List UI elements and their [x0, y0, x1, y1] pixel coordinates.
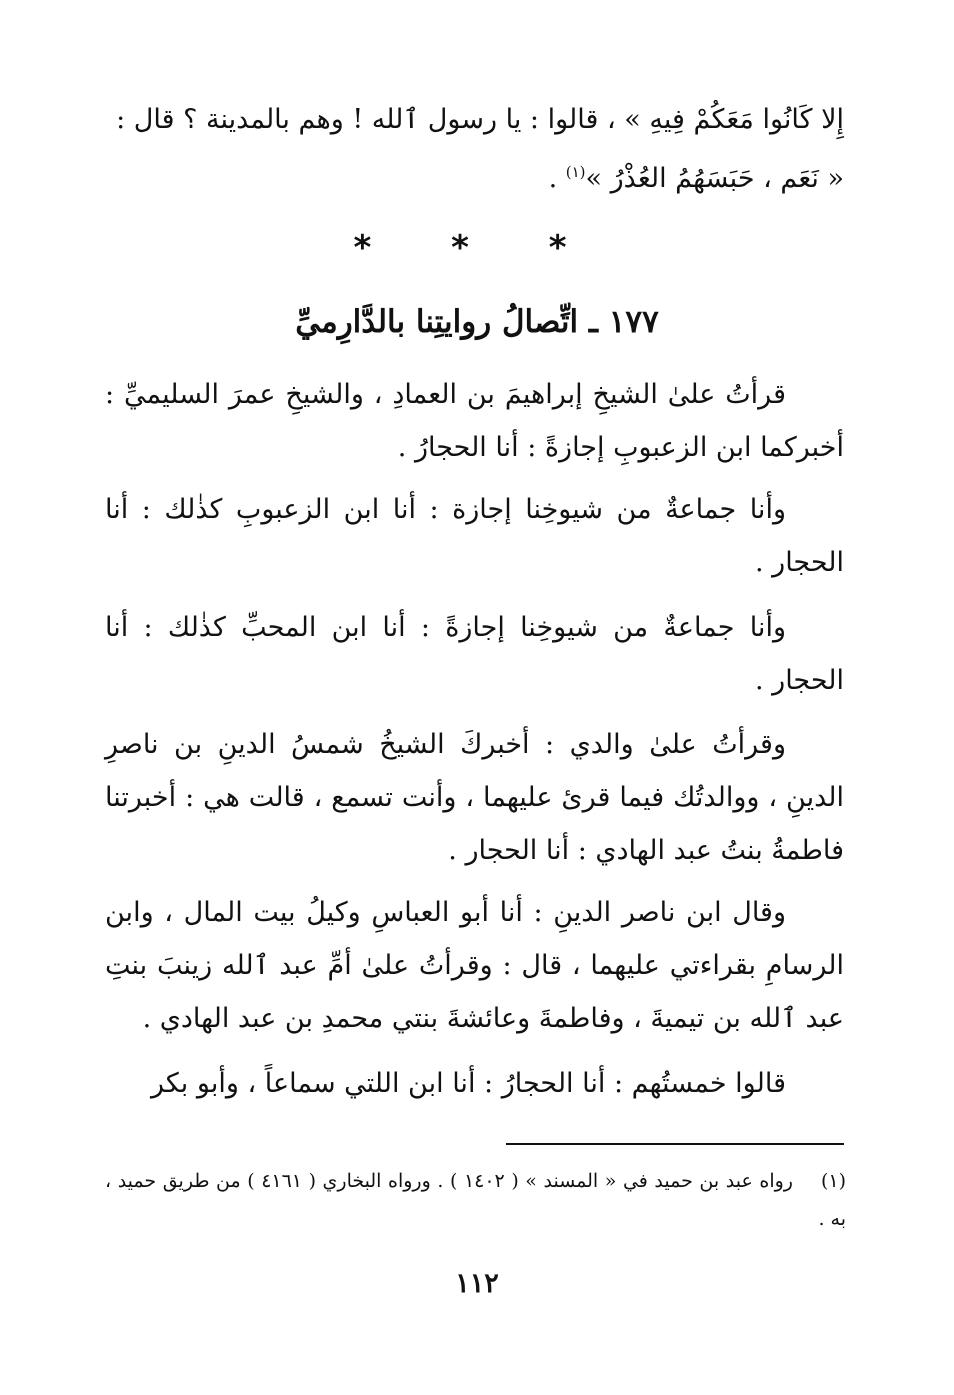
- continuation-line-1: إِلا كَانُوا مَعَكُمْ فِيهِ » ، قالوا : يا رسول ٱلله ! وهم بالمدينة ؟ قال :: [116, 104, 844, 135]
- paragraph-text: قالوا خمستُهم : أنا الحجارُ : أنا ابن اللتي سماعاً ، وأبو بكر: [150, 1068, 786, 1099]
- hadith-quote: « نَعَم ، حَبَسَهُمُ العُذْرُ »: [585, 163, 844, 194]
- paragraph-1: [105, 368, 844, 474]
- continuation-line-2: [105, 146, 844, 205]
- paragraph-text: قرأتُ علىٰ الشيخِ إبراهيمَ بن العمادِ ، والشيخِ عمرَ السليميِّ : أخبركما ابن الزعبوبِ إجازةً : أنا الحجارُ .: [105, 379, 844, 463]
- section-separator: * * *: [353, 228, 601, 268]
- footnote: [105, 1162, 846, 1238]
- line-end: .: [548, 163, 566, 194]
- paragraph-6: [105, 1057, 844, 1110]
- page-number: ١١٢: [455, 1268, 499, 1299]
- footnote-divider: [506, 1143, 844, 1145]
- paragraph-text: وأنا جماعةٌ من شيوخِنا إجازةً : أنا ابن المحبِّ كذٰلك : أنا الحجار .: [105, 612, 844, 696]
- footnote-paragraph: [105, 1162, 846, 1238]
- paragraph-text: وقال ابن ناصر الدينِ : أنا أبو العباسِ وكيلُ بيت المال ، وابن الرسامِ بقراءتي عليهما ، قال : وقرأتُ علىٰ أمِّ عبد ٱلله زينبَ بنتِ عبد ٱلله بن تيميةَ ، وفاطمةَ وعائشةَ بنتي محمدِ بن عبد الهادي .: [105, 897, 844, 1034]
- paragraph-3: [105, 601, 844, 707]
- footnote-reference: (١): [565, 163, 586, 181]
- paragraph-text: وأنا جماعةٌ من شيوخِنا إجازة : أنا ابن الزعبوبِ كذٰلك : أنا الحجار .: [105, 494, 844, 578]
- footnote-number: (١): [820, 1170, 847, 1192]
- paragraph-5: [105, 886, 844, 1045]
- continuation-text: [105, 93, 844, 205]
- footnote-text: رواه عبد بن حميد في « المسند » ( ١٤٠٢ ) . ورواه البخاري ( ٤١٦١ ) من طريق حميد ، به .: [105, 1170, 846, 1230]
- paragraph-text: وقرأتُ علىٰ والدي : أخبركَ الشيخُ شمسُ الدينِ بن ناصرِ الدينِ ، ووالدتُك فيما قرئ عليهما ، وأنت تسمع ، قالت هي : أخبرتنا فاطمةُ بنتُ عبد الهادي : أنا الحجار .: [105, 729, 844, 866]
- paragraph-2: [105, 483, 844, 589]
- section-heading: ١٧٧ ـ اتِّصالُ روايتِنا بالدَّارِميِّ: [295, 304, 659, 340]
- paragraph-4: [105, 718, 844, 877]
